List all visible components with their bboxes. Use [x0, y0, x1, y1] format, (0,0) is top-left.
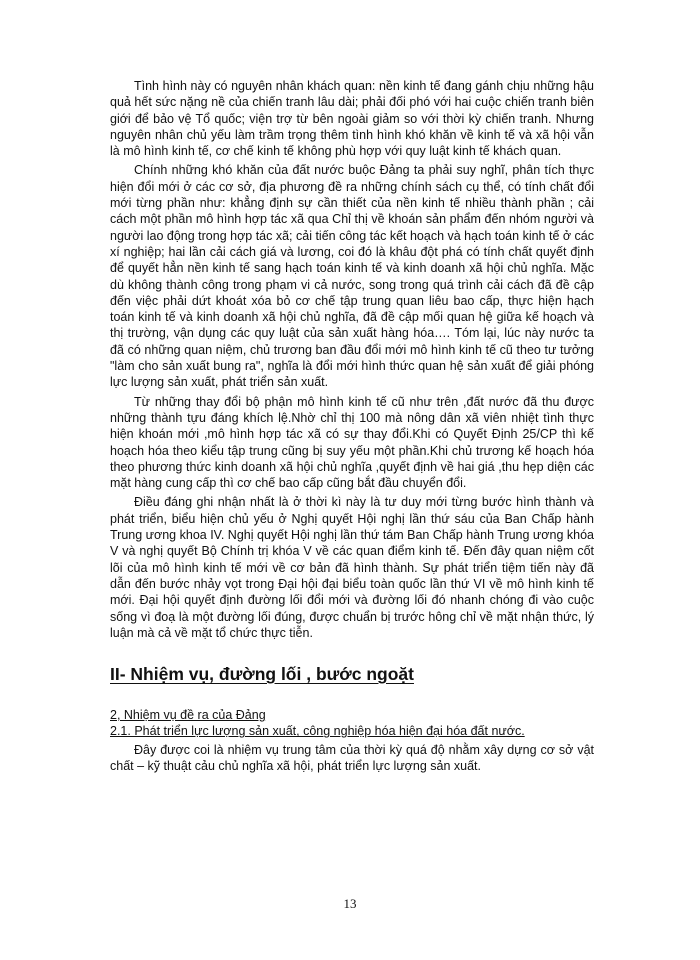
body-paragraph-4: Điều đáng ghi nhận nhất là ở thời kì này là tư duy mới từng bước hình thành và phát triển, biểu hiện chủ yếu ở Nghị quyết Hội nghị lần thứ sáu của Ban Chấp hành Trung ương khoa IV. Nghị quyết Hội nghị lần thứ tám Ban Chấp hành Trung ương khóa V và nghị quyết Bộ Chính trị khóa V về các quan điểm kinh tế. Đến đây quan niệm cốt lõi của mô hình kinh tế mới về cơ bản đã hình thành. Sự phát triển tiệm tiến này đã dẫn đến bước nhảy vọt trong Đại hội đại biểu toàn quốc lần thứ VI về mô hình kinh tế mới. Đại hội quyết định đường lối đổi mới và đường lối đó nhanh chóng đi vào cuộc sống vì đoạ là một đường lối đúng, được chuẩn bị trước hông chỉ về mặt nhận thức, lý luận mà cả về mặt tổ chức thực tiễn.	[110, 495, 594, 640]
document-page	[110, 78, 594, 774]
body-paragraph-3: Từ những thay đổi bộ phận mô hình kinh tế cũ như trên ,đất nước đã thu được những thành tựu đáng khích lệ.Nhờ chỉ thị 100 mà nông dân xã viên nhiệt tình thực hiện khoán mới ,mô hình hợp tác xã có sự thay đổi.Khi có Quyết Định 25/CP thì kế hoạch hóa theo kiểu tập trung cũng bị suy yếu một phần.Khi chủ trương kế hoạch hóa theo phương thức kinh doanh xã hội chủ nghĩa ,quyết định về hai giá ,thu hẹp diện các mặt hàng cung cấp thì cơ chế bao cấp cũng bắt đầu chuyển đổi.	[110, 394, 594, 491]
body-paragraph-2: Chính những khó khăn của đất nước buộc Đảng ta phải suy nghĩ, phân tích thực hiện đổi mới ở các cơ sở, địa phương đề ra những chính sách cụ thể, có tính chất đổi mới từng phần như: khẳng định sự cần thiết của nền kinh tế nhiều thành phần ; cải cách một phần mô hình hợp tác xã qua Chỉ thị về khoán sản phẩm đến nhóm người và người lao động trong hợp tác xã; cải tiến công tác kết hoạch và hạch toán kinh tế ở các xí nghiệp; hai lần cải cách giá và lương, coi đó là khâu đột phá có tính chất quyết định để quyết hẳn nền kinh tế sang hạch toán kinh tế và kinh doanh xã hội chủ nghĩa. Mặc dù không thành công trong phạm vi cả nước, song trong quá trình cải cách đã đề cập đến việc phải dứt khoát xóa bỏ cơ chế tập trung quan liêu bao cấp, thực hiện hạch toán kinh tế và kinh doanh xã hội chủ nghĩa, đã đề cập mối quan hệ giữa kế hoạch và thị trường, vận dụng các quy luật của sản xuất hàng hóa…. Tóm lại, lúc này nước ta đã có những quan niệm, chủ trương ban đầu đổi mới mô hình kinh tế cũ theo tư tưởng "làm cho sản xuất bung ra", nghĩa là đổi mới hình thức quan hệ sản xuất để giải phóng lực lượng sản xuất, phát triển sản xuất.	[110, 163, 594, 390]
sub-heading: 2, Nhiệm vụ đề ra của Đảng	[110, 708, 266, 723]
body-paragraph-1: Tình hình này có nguyên nhân khách quan: nền kinh tế đang gánh chịu những hậu quả hết sức nặng nề của chiến tranh lâu dài; phải đối phó với hai cuộc chiến tranh biên giới để bảo vệ Tổ quốc; viện trợ từ bên ngoài giảm so với thời kỳ chiến tranh. Nhưng nguyên nhân chủ yếu làm trầm trọng thêm tình hình khó khăn về kinh tế và xã hội vẫn là mô hình kinh tế, cơ chế kinh tế không phù hợp với quy luật kinh tế khách quan.	[110, 79, 594, 159]
sub-sub-heading: 2.1. Phát triển lực lượng sản xuất, công nghiệp hóa hiện đại hóa đất nước.	[110, 724, 525, 739]
section-heading: II- Nhiệm vụ, đường lối , bước ngoặt	[110, 664, 414, 685]
closing-paragraph: Đây được coi là nhiệm vụ trung tâm của thời kỳ quá độ nhằm xây dựng cơ sở vật chất – kỹ thuật cảu chủ nghĩa xã hội, phát triển lực lượng sản xuất.	[110, 742, 594, 773]
page-number: 13	[343, 896, 357, 911]
